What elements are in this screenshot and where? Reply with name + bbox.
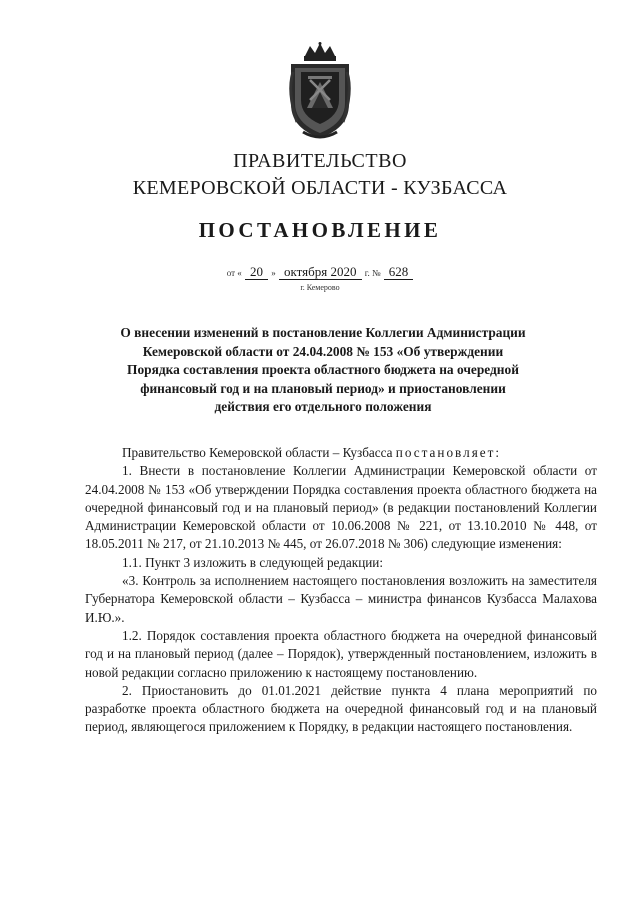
intro-paragraph	[85, 444, 597, 462]
document-title: О внесении изменений в постановление Коллегии Администрации Кемеровской области от 24.04.2008 № 153 «Об утверждении Порядка составления проекта областного бюджета на очередной финансовый год и на плановый период» и приостановлении действия его отдельного положения	[120, 325, 526, 414]
intro-verb: постановляет:	[395, 445, 502, 460]
intro-text: Правительство Кемеровской области – Кузбасса	[122, 445, 393, 460]
city-label: г. Кемерово	[300, 283, 340, 292]
paragraph-1: 1. Внести в постановление Коллегии Администрации Кемеровской области от 24.04.2008 № 153 «Об утверждении Порядка составления проекта областного бюджета на очередной финансовый год и на плановый период» (в редакции постановлений Коллегии Администрации Кемеровской области от 10.06.2008 № 221, от 13.10.2010 № 448, от 18.05.2011 № 217, от 21.10.2013 № 445, от 26.07.2018 № 306) следующие изменения:	[85, 463, 597, 552]
date-prefix: от «	[226, 268, 242, 278]
paragraph-1-1-quote: «3. Контроль за исполнением настоящего постановления возложить на заместителя Губернатора Кемеровской области – Кузбасса – министра финансов Кузбасса Малахова И.Ю.».	[85, 573, 597, 625]
date-month-year: октября 2020	[279, 264, 361, 280]
date-day: 20	[245, 264, 268, 280]
paragraph-1-1: 1.1. Пункт 3 изложить в следующей редакции:	[122, 554, 384, 570]
coat-of-arms-emblem	[283, 42, 357, 140]
paragraph-2: 2. Приостановить до 01.01.2021 действие пункта 4 плана мероприятий по разработке проекта областного бюджета на очередной финансовый год и на плановый период, являющегося приложением к Порядку, в редакции настоящего постановления.	[85, 682, 597, 735]
document-type-heading: ПОСТАНОВЛЕНИЕ	[198, 218, 442, 242]
org-name-line2: КЕМЕРОВСКОЙ ОБЛАСТИ - КУЗБАССА	[132, 177, 508, 199]
date-mid: »	[271, 268, 276, 278]
date-number-line	[0, 264, 640, 280]
year-number-label: г. №	[364, 268, 381, 278]
document-body	[85, 444, 597, 737]
paragraph-1-2: 1.2. Порядок составления проекта областного бюджета на очередной финансовый год и на плановый период (далее – Порядок), утвержденный постановлением, изложить в новой редакции согласно приложению к настоящему постановлению.	[85, 627, 597, 680]
document-number: 628	[384, 264, 414, 280]
org-name-line1: ПРАВИТЕЛЬСТВО	[233, 150, 407, 172]
